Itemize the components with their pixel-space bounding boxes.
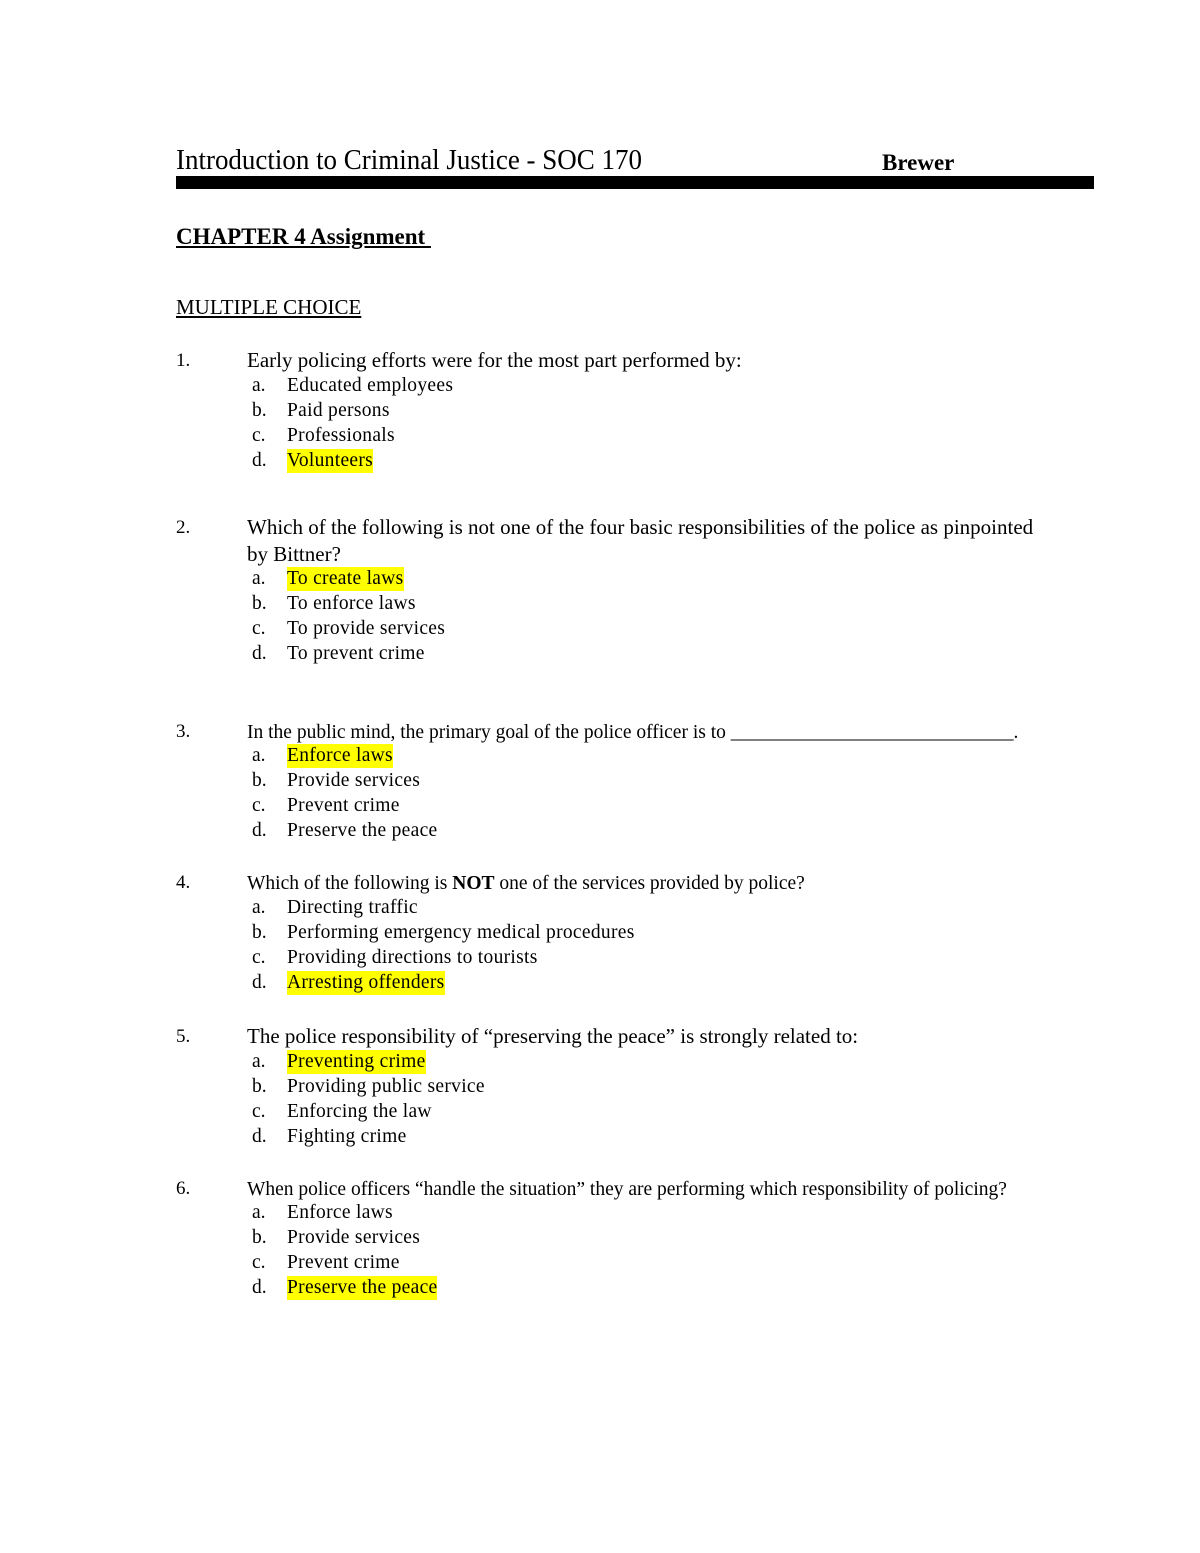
option-letter: d. bbox=[252, 820, 267, 841]
option-text: To enforce laws bbox=[287, 593, 416, 614]
option-text: To provide services bbox=[287, 618, 446, 639]
option-letter: c. bbox=[252, 618, 266, 639]
instructor-name: Brewer bbox=[882, 150, 955, 175]
option-letter: d. bbox=[252, 643, 267, 664]
option-text: Fighting crime bbox=[287, 1126, 407, 1147]
section-heading: MULTIPLE CHOICE bbox=[176, 295, 362, 319]
question-number: 3. bbox=[176, 721, 191, 742]
option-letter: b. bbox=[252, 922, 267, 943]
question-number: 4. bbox=[176, 872, 191, 893]
question-text-before: Which of the following is bbox=[247, 873, 453, 894]
option-text: Providing directions to tourists bbox=[287, 947, 538, 968]
option-text: Enforce laws bbox=[287, 1202, 393, 1223]
option-letter: b. bbox=[252, 593, 267, 614]
option-text: Enforcing the law bbox=[287, 1101, 432, 1122]
question-text: Early policing efforts were for the most part performed by: bbox=[247, 348, 742, 372]
option-letter: a. bbox=[252, 897, 266, 918]
option-text: Paid persons bbox=[287, 400, 390, 421]
option-letter: c. bbox=[252, 1101, 266, 1122]
question-text: When police officers “handle the situation” they are performing which responsibility of policing? bbox=[247, 1179, 1007, 1200]
chapter-heading: CHAPTER 4 Assignment bbox=[176, 224, 431, 249]
option-text: Educated employees bbox=[287, 375, 454, 396]
option-text: Provide services bbox=[287, 1227, 421, 1248]
question-text: The police responsibility of “preserving the peace” is strongly related to: bbox=[247, 1024, 859, 1048]
option-letter: c. bbox=[252, 795, 266, 816]
option-text: Directing traffic bbox=[287, 897, 418, 918]
question-text bbox=[247, 870, 1097, 897]
option-letter: c. bbox=[252, 425, 266, 446]
option-letter: a. bbox=[252, 375, 266, 396]
option-text: Prevent crime bbox=[287, 795, 400, 816]
course-title: Introduction to Criminal Justice - SOC 170 bbox=[176, 144, 642, 176]
option-letter: b. bbox=[252, 770, 267, 791]
option-text: Preserve the peace bbox=[287, 820, 438, 841]
question-number: 1. bbox=[176, 350, 191, 371]
option-text: Professionals bbox=[287, 425, 395, 446]
option-text: Provide services bbox=[287, 770, 421, 791]
option-letter: b. bbox=[252, 400, 267, 421]
question-text: In the public mind, the primary goal of the police officer is to _____________________________. bbox=[247, 722, 1019, 743]
option-text-highlighted: Preserve the peace bbox=[287, 1277, 438, 1298]
option-letter: a. bbox=[252, 1051, 266, 1072]
question-number: 6. bbox=[176, 1178, 191, 1199]
option-letter: b. bbox=[252, 1227, 267, 1248]
option-letter: c. bbox=[252, 1252, 266, 1273]
option-letter: c. bbox=[252, 947, 266, 968]
option-text-highlighted: To create laws bbox=[287, 568, 404, 589]
option-letter: a. bbox=[252, 745, 266, 766]
question-number: 2. bbox=[176, 517, 191, 538]
option-text-highlighted: Volunteers bbox=[287, 450, 374, 471]
option-letter: d. bbox=[252, 450, 267, 471]
option-letter: a. bbox=[252, 568, 266, 589]
option-letter: d. bbox=[252, 1277, 267, 1298]
question-number: 5. bbox=[176, 1026, 191, 1047]
option-text: To prevent crime bbox=[287, 643, 425, 664]
question-text-after: one of the services provided by police? bbox=[494, 873, 805, 894]
option-letter: b. bbox=[252, 1076, 267, 1097]
option-letter: a. bbox=[252, 1202, 266, 1223]
option-text-highlighted: Enforce laws bbox=[287, 745, 393, 766]
option-letter: d. bbox=[252, 1126, 267, 1147]
option-text: Providing public service bbox=[287, 1076, 485, 1097]
option-text: Performing emergency medical procedures bbox=[287, 922, 635, 943]
option-text-highlighted: Preventing crime bbox=[287, 1051, 426, 1072]
option-text: Prevent crime bbox=[287, 1252, 400, 1273]
header-rule bbox=[176, 176, 1094, 189]
question-text: Which of the following is not one of the four basic responsibilities of the police as pinpointed by Bittner? bbox=[247, 515, 1034, 566]
option-letter: d. bbox=[252, 972, 267, 993]
question-text-emphasis: NOT bbox=[452, 873, 495, 894]
option-text-highlighted: Arresting offenders bbox=[287, 972, 445, 993]
